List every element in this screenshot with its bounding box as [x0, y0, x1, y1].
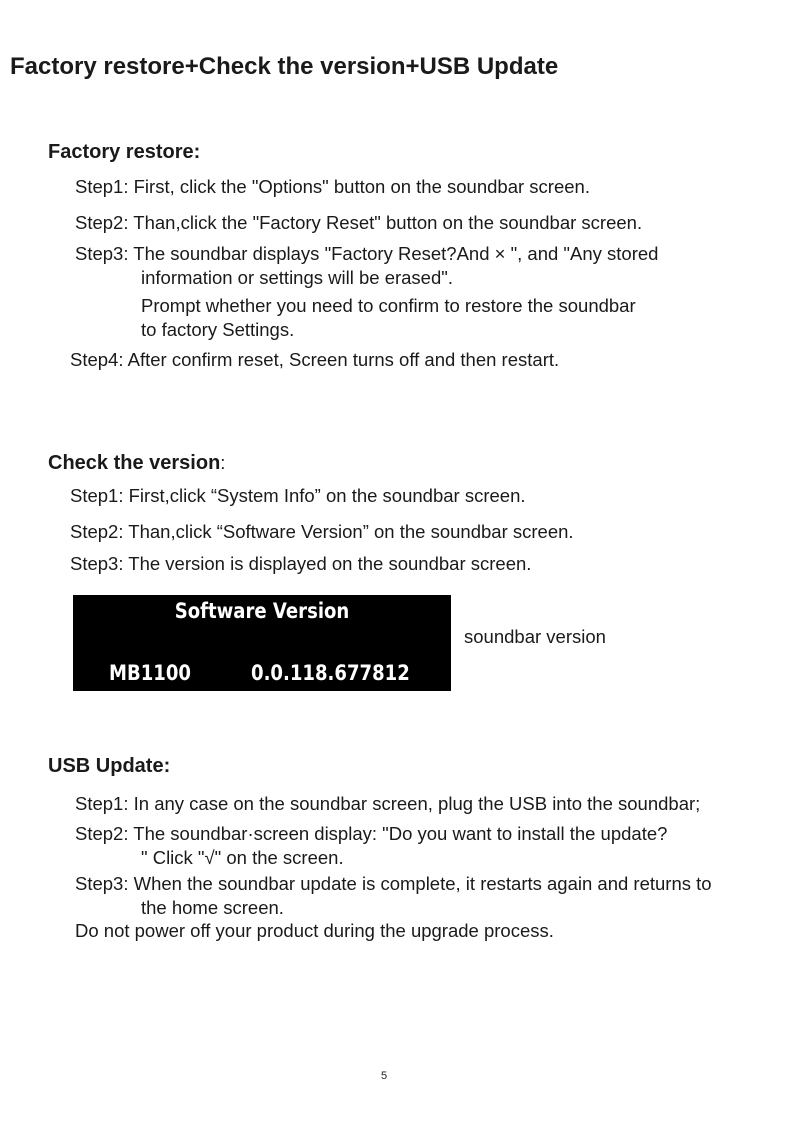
check-version-step2: Step2: Than,click “Software Version” on the soundbar screen. — [70, 521, 574, 542]
usb-update-note: Do not power off your product during the upgrade process. — [75, 920, 554, 941]
factory-restore-step2: Step2: Than,click the "Factory Reset" button on the soundbar screen. — [75, 212, 643, 233]
usb-update-heading: USB Update: — [48, 755, 171, 777]
page-number: 5 — [381, 1070, 388, 1082]
check-version-step1: Step1: First,click “System Info” on the soundbar screen. — [70, 485, 526, 506]
factory-restore-step3-prompt: Prompt whether you need to confirm to restore the soundbar — [141, 295, 636, 316]
screen-version: 0.0.118.677812 — [251, 661, 410, 685]
factory-restore-step3-cont: information or settings will be erased". — [141, 267, 453, 288]
check-version-heading-colon: : — [220, 452, 226, 473]
usb-update-step2-cont: " Click "√" on the screen. — [141, 847, 344, 868]
check-version-heading-text: Check the version — [48, 452, 221, 474]
factory-restore-step3: Step3: The soundbar displays "Factory Reset?And × ", and "Any stored — [75, 243, 659, 264]
soundbar-screen-image — [73, 595, 451, 691]
usb-update-step3-cont: the home screen. — [141, 897, 284, 918]
check-version-heading — [48, 452, 225, 475]
screen-caption: soundbar version — [464, 626, 606, 647]
page-title: Factory restore+Check the version+USB Update — [10, 53, 559, 80]
factory-restore-step4: Step4: After confirm reset, Screen turns off and then restart. — [70, 349, 560, 370]
usb-update-step1: Step1: In any case on the soundbar screen, plug the USB into the soundbar; — [75, 793, 701, 814]
factory-restore-step3-prompt-cont: to factory Settings. — [141, 319, 295, 340]
usb-update-step2: Step2: The soundbar·screen display: "Do you want to install the update? — [75, 823, 668, 844]
screen-model: MB1100 — [109, 661, 192, 685]
check-version-step3: Step3: The version is displayed on the soundbar screen. — [70, 553, 532, 574]
factory-restore-step1: Step1: First, click the "Options" button on the soundbar screen. — [75, 176, 590, 197]
screen-title: Software Version — [174, 599, 350, 623]
factory-restore-heading: Factory restore: — [48, 141, 201, 163]
usb-update-step3: Step3: When the soundbar update is complete, it restarts again and returns to — [75, 873, 712, 894]
